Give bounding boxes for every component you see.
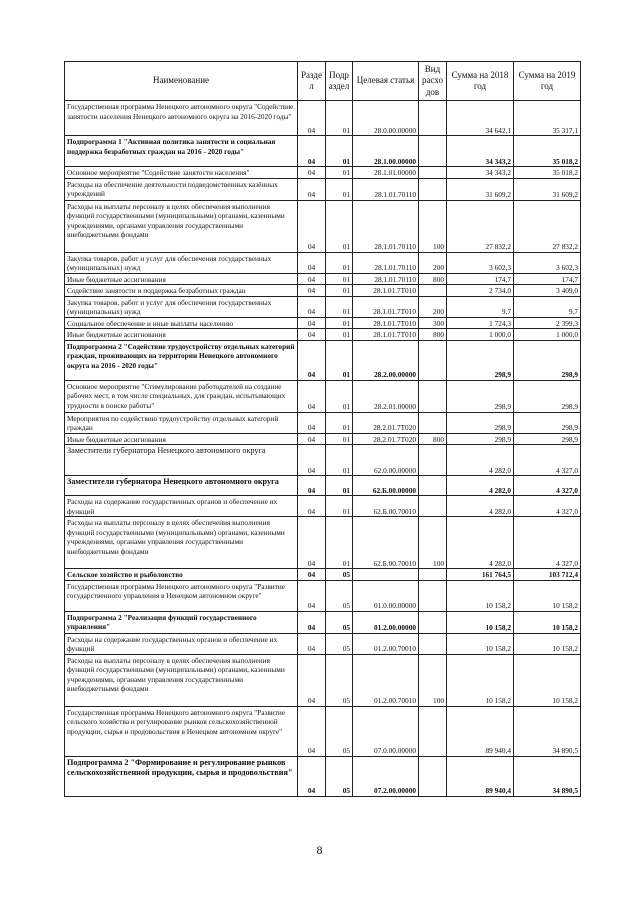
row-name: Основное мероприятие "Содействие занятости населения"	[65, 167, 298, 179]
row-vid	[419, 611, 447, 633]
header-razdel: Разде л	[298, 62, 326, 101]
header-sum-2018: Сумма на 2018 год	[447, 62, 514, 101]
row-vid	[419, 178, 447, 200]
row-podrazdel: 01	[326, 136, 353, 167]
row-sum-2019: 27 832,2	[514, 200, 581, 252]
row-razdel: 04	[298, 285, 326, 297]
row-vid	[419, 285, 447, 297]
row-sum-2019: 3 409,0	[514, 285, 581, 297]
row-sum-2018: 298,9	[447, 412, 514, 433]
row-sum-2019: 34 890,5	[514, 756, 581, 796]
table-row	[65, 569, 581, 581]
table-row	[65, 200, 581, 252]
header-podrazdel: Подр аздел	[326, 62, 353, 101]
row-sum-2018: 34 642,1	[447, 101, 514, 136]
row-razdel: 04	[298, 273, 326, 285]
row-statya: 62.0.00.00000	[353, 445, 419, 476]
row-name: Заместители губернатора Ненецкого автономного округа	[65, 476, 298, 496]
row-sum-2018: 174,7	[447, 273, 514, 285]
row-podrazdel: 01	[326, 433, 353, 445]
row-sum-2018: 27 832,2	[447, 200, 514, 252]
row-statya: 28.1.01.70110	[353, 178, 419, 200]
row-statya: 07.0.00.00000	[353, 706, 419, 756]
row-sum-2019: 298,9	[514, 412, 581, 433]
row-statya: 01.2.00.70010	[353, 633, 419, 654]
row-razdel: 04	[298, 580, 326, 611]
row-razdel: 04	[298, 200, 326, 252]
row-sum-2019: 174,7	[514, 273, 581, 285]
row-podrazdel: 05	[326, 580, 353, 611]
table-row	[65, 167, 581, 179]
row-sum-2019: 4 327,0	[514, 517, 581, 569]
table-row	[65, 706, 581, 756]
row-razdel: 04	[298, 136, 326, 167]
row-name: Иные бюджетные ассигнования	[65, 433, 298, 445]
row-sum-2019: 298,9	[514, 380, 581, 412]
row-podrazdel: 05	[326, 756, 353, 796]
row-name: Государственная программа Ненецкого автономного округа "Развитие сельского хозяйства и регулирование рынков сельскохозяйственной продукции, сырья и продовольствия в Ненецком автономном округе"	[65, 706, 298, 756]
row-statya: 28.1.01.70110	[353, 273, 419, 285]
row-statya: 01.0.00.00000	[353, 580, 419, 611]
row-statya	[353, 569, 419, 581]
table-row	[65, 445, 581, 476]
row-vid	[419, 476, 447, 496]
row-razdel: 04	[298, 433, 326, 445]
row-sum-2018: 34 343,2	[447, 136, 514, 167]
row-sum-2019: 35 317,1	[514, 101, 581, 136]
row-statya: 28.2.00.00000	[353, 340, 419, 380]
header-statya: Целевая статья	[353, 62, 419, 101]
row-sum-2019: 1 000,0	[514, 329, 581, 341]
table-row	[65, 252, 581, 273]
row-name: Расходы на выплаты персоналу в целях обеспечения выполнения функций государственными (муниципальными) органами, казенными учреждениями, органами управления государственными внебюджетными фондами	[65, 517, 298, 569]
row-statya: 28.0.00.00000	[353, 101, 419, 136]
row-sum-2018: 4 282,0	[447, 445, 514, 476]
header-vid: Вид расхо дов	[419, 62, 447, 101]
row-vid: 800	[419, 433, 447, 445]
row-name: Подпрограмма 1 "Активная политика занятости и социальная поддержка безработных граждан на 2016 - 2020 годы"	[65, 136, 298, 167]
table-row	[65, 611, 581, 633]
row-sum-2019: 298,9	[514, 340, 581, 380]
row-sum-2019: 3 602,3	[514, 252, 581, 273]
row-podrazdel: 01	[326, 178, 353, 200]
row-podrazdel: 01	[326, 340, 353, 380]
row-sum-2019: 4 327,0	[514, 476, 581, 496]
table-row	[65, 517, 581, 569]
row-statya: 62.Б.00.70010	[353, 517, 419, 569]
row-podrazdel: 05	[326, 633, 353, 654]
row-sum-2018: 161 764,5	[447, 569, 514, 581]
row-podrazdel: 01	[326, 476, 353, 496]
row-name: Основное мероприятие "Стимулирование работодателей на создание рабочих мест, в том числе специальных, для граждан, испытывающих трудности в поиске работы"	[65, 380, 298, 412]
row-name: Расходы на выплаты персоналу в целях обеспечения выполнения функций государственными (муниципальными) органами, казенными учреждениями, органами управления государственными внебюджетными фондами	[65, 654, 298, 706]
row-razdel: 04	[298, 101, 326, 136]
row-razdel: 04	[298, 412, 326, 433]
row-razdel: 04	[298, 569, 326, 581]
row-sum-2018: 298,9	[447, 380, 514, 412]
row-statya: 01.2.00.70010	[353, 654, 419, 706]
row-vid: 800	[419, 273, 447, 285]
row-name: Закупка товаров, работ и услуг для обеспечения государственных (муниципальных) нужд	[65, 296, 298, 317]
row-razdel: 04	[298, 340, 326, 380]
row-sum-2018: 34 343,2	[447, 167, 514, 179]
row-statya: 28.1.01.70110	[353, 200, 419, 252]
row-sum-2018: 1 724,3	[447, 317, 514, 329]
row-vid	[419, 706, 447, 756]
row-name: Государственная программа Ненецкого автономного округа "Содействие занятости населения Ненецкого автономного округа на 2016-2020 годы"	[65, 101, 298, 136]
row-razdel: 04	[298, 611, 326, 633]
table-row	[65, 433, 581, 445]
row-sum-2018: 4 282,0	[447, 496, 514, 517]
row-sum-2018: 10 158,2	[447, 611, 514, 633]
row-sum-2018: 31 609,2	[447, 178, 514, 200]
table-row	[65, 654, 581, 706]
table-row	[65, 340, 581, 380]
row-vid	[419, 101, 447, 136]
row-podrazdel: 01	[326, 380, 353, 412]
row-podrazdel: 05	[326, 706, 353, 756]
row-razdel: 04	[298, 329, 326, 341]
row-sum-2018: 298,9	[447, 340, 514, 380]
row-razdel: 04	[298, 167, 326, 179]
row-razdel: 04	[298, 633, 326, 654]
row-name: Содействие занятости и поддержка безработных граждан	[65, 285, 298, 297]
row-vid	[419, 167, 447, 179]
row-sum-2018: 4 282,0	[447, 476, 514, 496]
row-name: Расходы на обеспечение деятельности подведомственных казённых учреждений	[65, 178, 298, 200]
row-vid	[419, 580, 447, 611]
row-name: Сельское хозяйство и рыболовство	[65, 569, 298, 581]
row-razdel: 04	[298, 517, 326, 569]
row-name: Подпрограмма 2 "Формирование и регулирование рынков сельскохозяйственной продукции, сырья и продовольствия"	[65, 756, 298, 796]
row-vid	[419, 756, 447, 796]
row-vid: 300	[419, 317, 447, 329]
row-podrazdel: 05	[326, 654, 353, 706]
row-statya: 28.1.01.70110	[353, 252, 419, 273]
row-sum-2019: 4 327,0	[514, 496, 581, 517]
row-sum-2018: 10 158,2	[447, 580, 514, 611]
row-statya: 62.Б.00.70010	[353, 496, 419, 517]
row-sum-2019: 10 158,2	[514, 633, 581, 654]
row-vid: 100	[419, 517, 447, 569]
table-row	[65, 756, 581, 796]
row-razdel: 04	[298, 476, 326, 496]
table-row	[65, 285, 581, 297]
row-razdel: 04	[298, 445, 326, 476]
row-sum-2018: 10 158,2	[447, 633, 514, 654]
table-row	[65, 317, 581, 329]
row-sum-2019: 9,7	[514, 296, 581, 317]
row-podrazdel: 01	[326, 167, 353, 179]
row-podrazdel: 01	[326, 412, 353, 433]
header-name: Наименование	[65, 62, 298, 101]
row-podrazdel: 01	[326, 317, 353, 329]
row-sum-2018: 1 000,0	[447, 329, 514, 341]
row-vid: 100	[419, 654, 447, 706]
table-row	[65, 136, 581, 167]
row-podrazdel: 01	[326, 285, 353, 297]
table-row	[65, 296, 581, 317]
row-sum-2019: 103 712,4	[514, 569, 581, 581]
row-podrazdel: 01	[326, 273, 353, 285]
table-row	[65, 412, 581, 433]
row-sum-2019: 10 158,2	[514, 654, 581, 706]
row-podrazdel: 05	[326, 569, 353, 581]
row-vid	[419, 136, 447, 167]
header-sum-2019: Сумма на 2019 год	[514, 62, 581, 101]
table-row	[65, 380, 581, 412]
row-statya: 28.1.01.7Т010	[353, 296, 419, 317]
row-razdel: 04	[298, 178, 326, 200]
row-sum-2018: 2 734,0	[447, 285, 514, 297]
row-statya: 01.2.00.00000	[353, 611, 419, 633]
table-row	[65, 496, 581, 517]
row-name: Расходы на выплаты персоналу в целях обеспечения выполнения функций государственными (муниципальными) органами, казенными учреждениями, органами управления государственными внебюджетными фондами	[65, 200, 298, 252]
row-statya: 28.1.01.00000	[353, 167, 419, 179]
row-name: Закупка товаров, работ и услуг для обеспечения государственных (муниципальных) нужд	[65, 252, 298, 273]
row-sum-2019: 31 609,2	[514, 178, 581, 200]
row-sum-2018: 10 158,2	[447, 654, 514, 706]
table-row	[65, 101, 581, 136]
row-razdel: 04	[298, 317, 326, 329]
row-name: Заместители губернатора Ненецкого автономного округа	[65, 445, 298, 476]
row-vid	[419, 496, 447, 517]
row-sum-2019: 34 890,5	[514, 706, 581, 756]
row-name: Социальное обеспечение и иные выплаты населению	[65, 317, 298, 329]
table-row	[65, 580, 581, 611]
row-razdel: 04	[298, 296, 326, 317]
row-podrazdel: 01	[326, 517, 353, 569]
row-sum-2019: 4 327,0	[514, 445, 581, 476]
row-vid	[419, 569, 447, 581]
row-vid	[419, 445, 447, 476]
row-vid: 800	[419, 329, 447, 341]
row-podrazdel: 01	[326, 101, 353, 136]
row-statya: 28.1.00.00000	[353, 136, 419, 167]
row-sum-2018: 89 940,4	[447, 756, 514, 796]
row-razdel: 04	[298, 706, 326, 756]
row-vid	[419, 340, 447, 380]
table-row	[65, 273, 581, 285]
header-row	[65, 62, 581, 101]
row-vid	[419, 633, 447, 654]
row-podrazdel: 01	[326, 329, 353, 341]
table-row	[65, 476, 581, 496]
row-sum-2018: 298,9	[447, 433, 514, 445]
row-name: Мероприятия по содействию трудоустройству отдельных категорий граждан	[65, 412, 298, 433]
row-razdel: 04	[298, 756, 326, 796]
row-sum-2018: 9,7	[447, 296, 514, 317]
row-podrazdel: 01	[326, 445, 353, 476]
row-podrazdel: 01	[326, 200, 353, 252]
row-statya: 07.2.00.00000	[353, 756, 419, 796]
row-statya: 28.1.01.7Т010	[353, 329, 419, 341]
row-razdel: 04	[298, 252, 326, 273]
page-number: 8	[316, 843, 323, 857]
row-name: Иные бюджетные ассигнования	[65, 329, 298, 341]
row-vid	[419, 412, 447, 433]
row-statya: 28.2.01.7Т020	[353, 433, 419, 445]
row-name: Подпрограмма 2 "Содействие трудоустройству отдельных категорий граждан, проживающих на территории Ненецкого автономного округа на 2016 - 2020 годы"	[65, 340, 298, 380]
row-razdel: 04	[298, 496, 326, 517]
row-podrazdel: 01	[326, 252, 353, 273]
row-podrazdel: 05	[326, 611, 353, 633]
row-statya: 28.1.01.7Т010	[353, 317, 419, 329]
row-name: Расходы на содержание государственных органов и обеспечение их функций	[65, 496, 298, 517]
row-sum-2018: 3 602,3	[447, 252, 514, 273]
row-name: Подпрограмма 2 "Реализация функций государственного управления"	[65, 611, 298, 633]
row-sum-2019: 35 018,2	[514, 167, 581, 179]
row-podrazdel: 01	[326, 496, 353, 517]
row-razdel: 04	[298, 380, 326, 412]
row-statya: 28.1.01.7Т010	[353, 285, 419, 297]
row-sum-2019: 10 158,2	[514, 611, 581, 633]
row-podrazdel: 01	[326, 296, 353, 317]
row-vid: 200	[419, 296, 447, 317]
row-sum-2019: 2 399,3	[514, 317, 581, 329]
table-row	[65, 633, 581, 654]
row-sum-2019: 298,9	[514, 433, 581, 445]
table-row	[65, 329, 581, 341]
row-vid	[419, 380, 447, 412]
row-vid: 100	[419, 200, 447, 252]
row-name: Государственная программа Ненецкого автономного округа "Развитие государственного управления в Ненецком автономном округе"	[65, 580, 298, 611]
row-sum-2019: 10 158,2	[514, 580, 581, 611]
row-razdel: 04	[298, 654, 326, 706]
budget-table	[64, 61, 581, 797]
row-sum-2019: 35 018,2	[514, 136, 581, 167]
row-sum-2018: 4 282,0	[447, 517, 514, 569]
row-sum-2018: 89 940,4	[447, 706, 514, 756]
row-vid: 200	[419, 252, 447, 273]
row-statya: 28.2.01.7Т020	[353, 412, 419, 433]
row-statya: 28.2.01.00000	[353, 380, 419, 412]
row-name: Расходы на содержание государственных органов и обеспечение их функций	[65, 633, 298, 654]
row-name: Иные бюджетные ассигнования	[65, 273, 298, 285]
table-row	[65, 178, 581, 200]
row-statya: 62.Б.00.00000	[353, 476, 419, 496]
